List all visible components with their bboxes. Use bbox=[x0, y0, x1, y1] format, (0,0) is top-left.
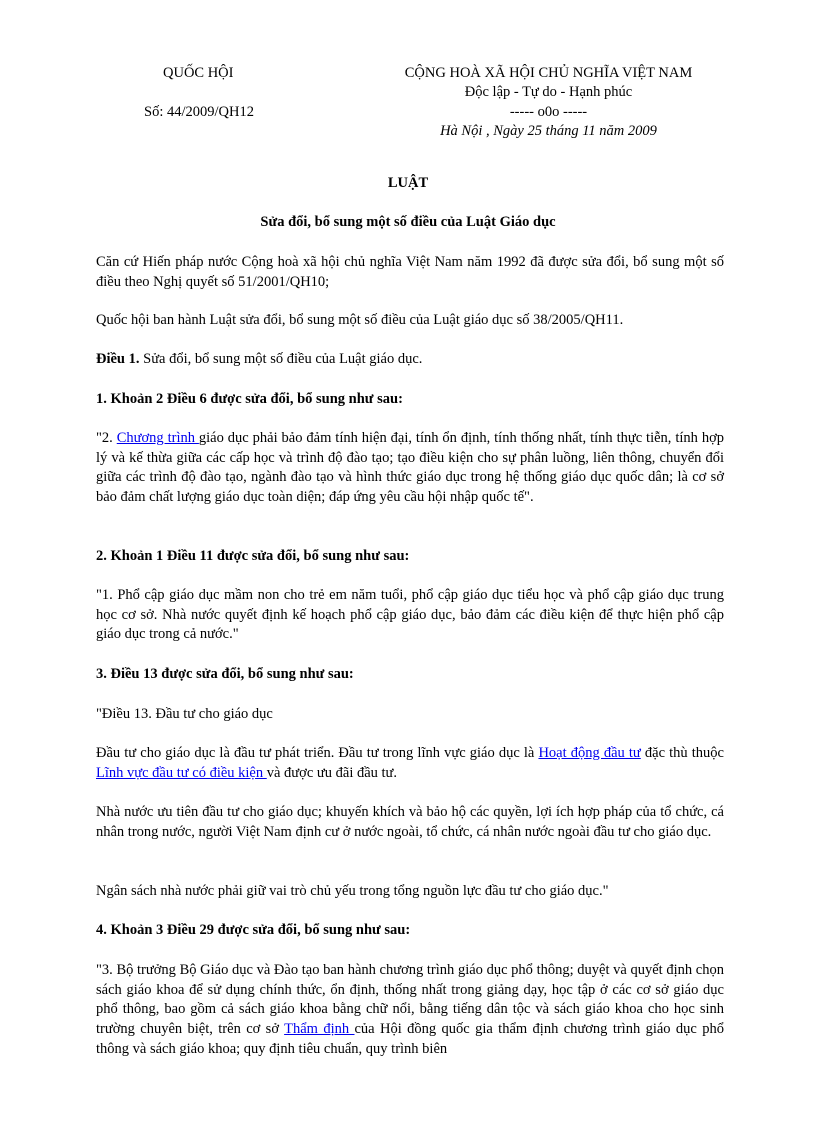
article-1-label: Điều 1. bbox=[96, 351, 140, 367]
section-1-body-post: giáo dục phải bảo đảm tính hiện đại, tính ổn định, tính thống nhất, tính thực tiễn, tính hợp lý và kế thừa giữa các cấp học và trình độ đào tạo; tạo điều kiện cho sự phân luồng, liên thông, chuyển đổi giữa các trình độ đào tạo, ngành đào tạo và hình thức giáo dục trong hệ thống giáo dục quốc dân; là cơ sở bảo đảm chất lượng giáo dục toàn diện; đáp ứng yêu cầu hội nhập quốc tế". bbox=[96, 430, 724, 506]
section-3-paragraph-1 bbox=[96, 744, 724, 783]
section-4-body-post: của Hội đồng quốc gia thẩm định chương trình giáo dục phổ thông và sách giáo khoa; quy định tiêu chuẩn, quy trình biên bbox=[96, 1021, 724, 1057]
issue-date: Hà Nội , Ngày 25 tháng 11 năm 2009 bbox=[440, 123, 657, 139]
link-linh-vuc-dau-tu[interactable]: Lĩnh vực đầu tư có điều kiện bbox=[96, 764, 267, 781]
section-3-p1-mid: đặc thù thuộc bbox=[640, 745, 724, 761]
link-chuong-trinh[interactable]: Chương trình bbox=[116, 430, 199, 446]
link-tham-dinh[interactable]: Thẩm định bbox=[284, 1021, 355, 1038]
article-1 bbox=[96, 350, 724, 370]
section-4-body bbox=[96, 961, 724, 1060]
section-3-p1-pre: Đầu tư cho giáo dục là đầu tư phát triển. Đầu tư trong lĩnh vực giáo dục là bbox=[96, 745, 539, 761]
preamble-paragraph-1: Căn cứ Hiến pháp nước Cộng hoà xã hội chủ nghĩa Việt Nam năm 1992 đã được sửa đổi, bổ sung một số điều theo Nghị quyết số 51/2001/QH10; bbox=[96, 254, 724, 290]
section-4-heading: 4. Khoản 3 Điều 29 được sửa đổi, bổ sung như sau: bbox=[96, 922, 411, 938]
document-number: Số: 44/2009/QH12 bbox=[144, 104, 254, 120]
section-3-p1-post: và được ưu đãi đầu tư. bbox=[266, 764, 398, 781]
link-hoat-dong-dau-tu[interactable]: Hoạt động đầu tư bbox=[538, 745, 641, 761]
section-1-heading: 1. Khoản 2 Điều 6 được sửa đổi, bổ sung như sau: bbox=[96, 391, 403, 407]
preamble-paragraph-2: Quốc hội ban hành Luật sửa đổi, bổ sung một số điều của Luật giáo dục số 38/2005/QH11. bbox=[96, 312, 624, 328]
article-1-text: Sửa đổi, bổ sung một số điều của Luật giáo dục. bbox=[139, 351, 423, 367]
national-motto: Độc lập - Tự do - Hạnh phúc bbox=[464, 84, 633, 100]
section-3-heading: 3. Điều 13 được sửa đổi, bổ sung như sau: bbox=[96, 666, 354, 682]
section-2-heading: 2. Khoản 1 Điều 11 được sửa đổi, bổ sung như sau: bbox=[96, 548, 410, 564]
section-4-body-pre: "3. Bộ trưởng Bộ Giáo dục và Đào tạo ban hành chương trình giáo dục phổ thông; duyệt và quyết định chọn sách giáo khoa để sử dụng chính thức, ổn định, thống nhất trong giảng dạy, học tập ở các cơ sở giáo dục phổ thông, bao gồm cả sách giáo khoa bằng chữ nổi, bằng tiếng dân tộc và sách giáo khoa cho học sinh trường chuyên biệt, trên cơ sở bbox=[96, 962, 724, 1038]
section-1-body-pre: "2. bbox=[96, 430, 117, 446]
document-subtitle: Sửa đổi, bổ sung một số điều của Luật Giáo dục bbox=[260, 214, 556, 230]
motto-separator: ----- o0o ----- bbox=[509, 104, 588, 120]
section-2-body: "1. Phổ cập giáo dục mầm non cho trẻ em năm tuổi, phổ cập giáo dục tiểu học và phổ cập giáo dục trung học cơ sở. Nhà nước quyết định kế hoạch phổ cập giáo dục, bảo đảm các điều kiện để thực hiện phổ cập giáo dục trong cả nước." bbox=[96, 587, 724, 643]
section-1-body bbox=[96, 429, 724, 508]
document-title: LUẬT bbox=[387, 175, 429, 191]
section-3-quote-title: "Điều 13. Đầu tư cho giáo dục bbox=[96, 706, 273, 722]
section-3-paragraph-2: Nhà nước ưu tiên đầu tư cho giáo dục; khuyến khích và bảo hộ các quyền, lợi ích hợp pháp của tổ chức, cá nhân trong nước, người Việt Nam định cư ở nước ngoài, tổ chức, cá nhân nước ngoài đầu tư cho giáo dục. bbox=[96, 804, 724, 840]
issuing-authority: QUỐC HỘI bbox=[163, 65, 234, 81]
section-3-paragraph-3: Ngân sách nhà nước phải giữ vai trò chủ yếu trong tổng nguồn lực đầu tư cho giáo dục." bbox=[96, 883, 609, 899]
national-title: CỘNG HOÀ XÃ HỘI CHỦ NGHĨA VIỆT NAM bbox=[404, 65, 693, 81]
